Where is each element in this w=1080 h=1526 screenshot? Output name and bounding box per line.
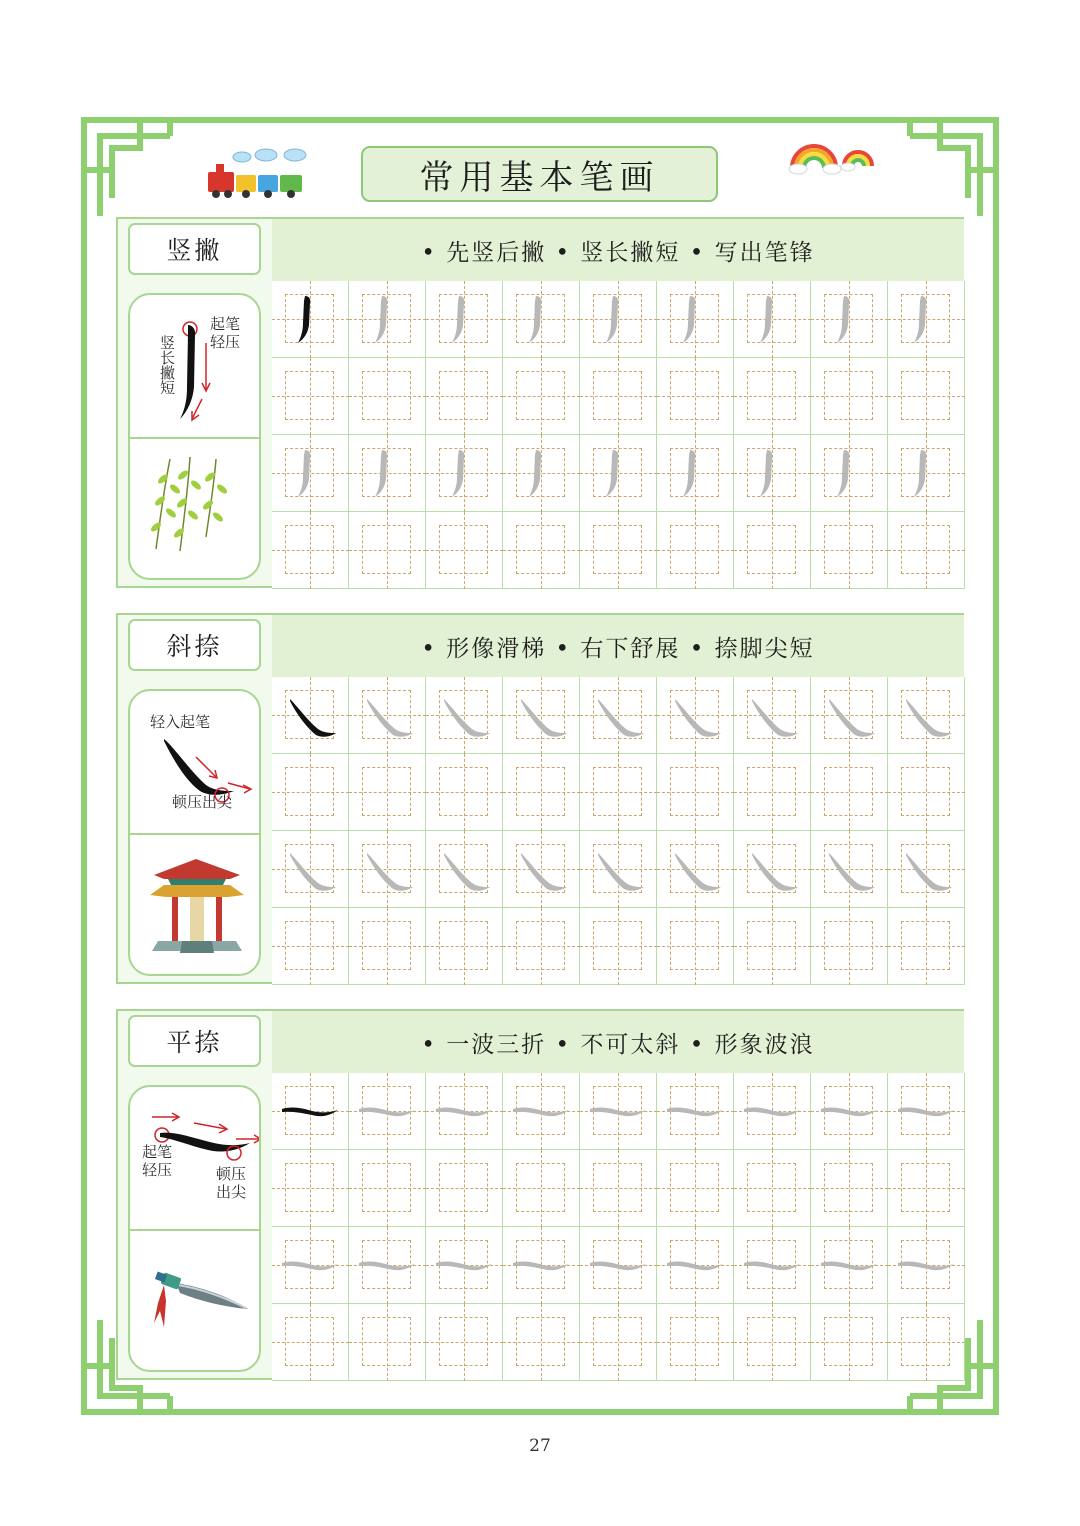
stroke-vertical-label: 竖长撇短 <box>158 335 176 395</box>
trace-stroke <box>503 1227 580 1304</box>
trace-stroke <box>426 281 503 358</box>
practice-cell[interactable] <box>426 754 503 831</box>
trace-stroke <box>811 1227 888 1304</box>
trace-stroke <box>657 435 734 512</box>
model-stroke <box>272 1073 349 1150</box>
practice-cell[interactable] <box>272 1073 349 1150</box>
practice-cell[interactable] <box>657 677 734 754</box>
trace-stroke <box>734 1227 811 1304</box>
practice-cell[interactable] <box>734 1073 811 1150</box>
practice-cell[interactable] <box>349 281 426 358</box>
trace-stroke <box>657 281 734 358</box>
practice-cell[interactable] <box>888 1150 965 1227</box>
practice-cell[interactable] <box>657 908 734 985</box>
trace-stroke <box>811 677 888 754</box>
practice-cell[interactable] <box>580 1073 657 1150</box>
practice-cell[interactable] <box>734 1227 811 1304</box>
practice-cell[interactable] <box>888 281 965 358</box>
stroke-section-pingna <box>116 1009 964 1380</box>
practice-cell[interactable] <box>349 1073 426 1150</box>
trace-stroke <box>734 831 811 908</box>
trace-stroke <box>503 677 580 754</box>
practice-cell[interactable] <box>657 281 734 358</box>
practice-cell[interactable] <box>888 512 965 589</box>
trace-stroke <box>349 435 426 512</box>
practice-cell[interactable] <box>657 512 734 589</box>
practice-cell[interactable] <box>503 435 580 512</box>
trace-stroke <box>580 677 657 754</box>
trace-stroke <box>888 831 965 908</box>
pavilion-icon <box>130 835 261 976</box>
practice-cell[interactable] <box>426 1150 503 1227</box>
practice-cell[interactable] <box>734 831 811 908</box>
page-number: 27 <box>529 1436 551 1456</box>
practice-cell[interactable] <box>811 908 888 985</box>
practice-cell[interactable] <box>272 1150 349 1227</box>
practice-cell[interactable] <box>734 512 811 589</box>
practice-cell[interactable] <box>349 1150 426 1227</box>
trace-stroke <box>888 677 965 754</box>
practice-cell[interactable] <box>349 1304 426 1381</box>
stroke-tips: • 形像滑梯 • 右下舒展 • 捺脚尖短 <box>272 615 964 677</box>
stroke-end-label-2: 出尖 <box>216 1183 247 1201</box>
practice-cell[interactable] <box>657 831 734 908</box>
practice-cell[interactable] <box>503 358 580 435</box>
trace-stroke <box>734 677 811 754</box>
trace-stroke <box>734 1073 811 1150</box>
practice-cell[interactable] <box>503 512 580 589</box>
practice-cell[interactable] <box>734 1304 811 1381</box>
trace-stroke <box>426 1227 503 1304</box>
practice-cell[interactable] <box>503 1227 580 1304</box>
practice-cell[interactable] <box>349 908 426 985</box>
practice-cell[interactable] <box>734 754 811 831</box>
practice-cell[interactable] <box>349 677 426 754</box>
practice-cell[interactable] <box>426 1227 503 1304</box>
practice-cell[interactable] <box>426 512 503 589</box>
practice-cell[interactable] <box>888 1304 965 1381</box>
stroke-end-label: 顿压 <box>216 1165 247 1183</box>
practice-cell[interactable] <box>657 435 734 512</box>
practice-cell[interactable] <box>811 1304 888 1381</box>
practice-cell[interactable] <box>349 512 426 589</box>
trace-stroke <box>503 281 580 358</box>
practice-grid <box>272 677 964 984</box>
sword-icon <box>130 1231 261 1372</box>
stroke-start-label: 起笔 <box>142 1143 173 1161</box>
practice-cell[interactable] <box>888 831 965 908</box>
practice-cell[interactable] <box>580 1304 657 1381</box>
practice-cell[interactable] <box>811 831 888 908</box>
trace-stroke <box>349 1227 426 1304</box>
practice-cell[interactable] <box>349 358 426 435</box>
trace-stroke <box>811 281 888 358</box>
practice-cell[interactable] <box>811 754 888 831</box>
trace-stroke <box>580 831 657 908</box>
trace-stroke <box>503 435 580 512</box>
practice-grid <box>272 1073 964 1380</box>
practice-cell[interactable] <box>272 754 349 831</box>
practice-cell[interactable] <box>503 1073 580 1150</box>
stroke-name: 平捺 <box>128 1015 261 1067</box>
practice-cell[interactable] <box>811 281 888 358</box>
trace-stroke <box>272 831 349 908</box>
trace-stroke <box>349 1073 426 1150</box>
practice-cell[interactable] <box>272 281 349 358</box>
practice-cell[interactable] <box>503 677 580 754</box>
practice-cell[interactable] <box>503 1304 580 1381</box>
practice-cell[interactable] <box>811 358 888 435</box>
practice-cell[interactable] <box>272 831 349 908</box>
stroke-start-label: 起笔 <box>210 315 241 333</box>
trace-stroke <box>426 831 503 908</box>
practice-cell[interactable] <box>272 1304 349 1381</box>
practice-cell[interactable] <box>734 435 811 512</box>
practice-cell[interactable] <box>888 358 965 435</box>
practice-cell[interactable] <box>580 754 657 831</box>
practice-cell[interactable] <box>580 908 657 985</box>
stroke-name: 竖撇 <box>128 223 261 275</box>
stroke-demo-card <box>128 689 261 976</box>
trace-stroke <box>272 1227 349 1304</box>
practice-cell[interactable] <box>349 435 426 512</box>
practice-cell[interactable] <box>888 754 965 831</box>
practice-cell[interactable] <box>734 908 811 985</box>
practice-cell[interactable] <box>503 754 580 831</box>
practice-cell[interactable] <box>811 1073 888 1150</box>
practice-cell[interactable] <box>503 908 580 985</box>
trace-stroke <box>503 831 580 908</box>
stroke-section-shupie <box>116 217 964 588</box>
trace-stroke <box>580 281 657 358</box>
practice-cell[interactable] <box>503 831 580 908</box>
practice-cell[interactable] <box>272 908 349 985</box>
practice-cell[interactable] <box>580 435 657 512</box>
practice-cell[interactable] <box>426 831 503 908</box>
stroke-end-label: 顿压出尖 <box>172 793 233 811</box>
practice-cell[interactable] <box>426 677 503 754</box>
practice-cell[interactable] <box>272 1227 349 1304</box>
stroke-tips: • 先竖后撇 • 竖长撇短 • 写出笔锋 <box>272 219 964 281</box>
trace-stroke <box>734 281 811 358</box>
practice-cell[interactable] <box>349 754 426 831</box>
practice-cell[interactable] <box>580 677 657 754</box>
practice-cell[interactable] <box>888 908 965 985</box>
stroke-start-label: 轻入起笔 <box>150 713 211 731</box>
practice-cell[interactable] <box>426 1304 503 1381</box>
practice-cell[interactable] <box>888 1227 965 1304</box>
trace-stroke <box>811 435 888 512</box>
practice-cell[interactable] <box>657 1227 734 1304</box>
trace-stroke <box>811 831 888 908</box>
practice-cell[interactable] <box>734 1150 811 1227</box>
practice-cell[interactable] <box>657 1073 734 1150</box>
practice-cell[interactable] <box>272 677 349 754</box>
trace-stroke <box>426 435 503 512</box>
practice-cell[interactable] <box>426 435 503 512</box>
trace-stroke <box>657 1227 734 1304</box>
practice-cell[interactable] <box>349 831 426 908</box>
practice-cell[interactable] <box>580 1150 657 1227</box>
stroke-name: 斜捺 <box>128 619 261 671</box>
trace-stroke <box>888 1073 965 1150</box>
practice-grid <box>272 281 964 588</box>
trace-stroke <box>580 1227 657 1304</box>
practice-cell[interactable] <box>657 358 734 435</box>
trace-stroke <box>349 677 426 754</box>
practice-cell[interactable] <box>657 1150 734 1227</box>
practice-cell[interactable] <box>580 358 657 435</box>
practice-cell[interactable] <box>657 754 734 831</box>
practice-cell[interactable] <box>888 1073 965 1150</box>
practice-cell[interactable] <box>811 435 888 512</box>
trace-stroke <box>657 831 734 908</box>
practice-cell[interactable] <box>657 1304 734 1381</box>
model-stroke <box>272 677 349 754</box>
practice-cell[interactable] <box>426 281 503 358</box>
trace-stroke <box>349 831 426 908</box>
practice-cell[interactable] <box>426 358 503 435</box>
practice-cell[interactable] <box>580 512 657 589</box>
train-icon <box>204 146 314 202</box>
model-stroke <box>272 281 349 358</box>
stroke-demo-shupie <box>130 295 261 437</box>
practice-cell[interactable] <box>272 512 349 589</box>
practice-cell[interactable] <box>811 512 888 589</box>
practice-cell[interactable] <box>811 677 888 754</box>
stroke-section-xiena <box>116 613 964 984</box>
practice-cell[interactable] <box>580 1227 657 1304</box>
practice-cell[interactable] <box>503 1150 580 1227</box>
trace-stroke <box>503 1073 580 1150</box>
practice-cell[interactable] <box>580 831 657 908</box>
practice-cell[interactable] <box>349 1227 426 1304</box>
rainbow-icon <box>788 138 874 176</box>
practice-cell[interactable] <box>426 1073 503 1150</box>
trace-stroke <box>657 677 734 754</box>
practice-cell[interactable] <box>888 677 965 754</box>
practice-cell[interactable] <box>426 908 503 985</box>
trace-stroke <box>734 435 811 512</box>
practice-cell[interactable] <box>811 1227 888 1304</box>
practice-cell[interactable] <box>503 281 580 358</box>
trace-stroke <box>888 435 965 512</box>
practice-cell[interactable] <box>811 1150 888 1227</box>
page-title: 常用基本笔画 <box>361 146 718 202</box>
trace-stroke <box>580 1073 657 1150</box>
practice-cell[interactable] <box>734 358 811 435</box>
trace-stroke <box>426 1073 503 1150</box>
trace-stroke <box>272 435 349 512</box>
trace-stroke <box>657 1073 734 1150</box>
trace-stroke <box>811 1073 888 1150</box>
practice-cell[interactable] <box>888 435 965 512</box>
stroke-demo-card <box>128 1085 261 1372</box>
stroke-start-label-2: 轻压 <box>210 333 241 351</box>
trace-stroke <box>580 435 657 512</box>
stroke-tips: • 一波三折 • 不可太斜 • 形象波浪 <box>272 1011 964 1073</box>
stroke-start-label-2: 轻压 <box>142 1161 173 1179</box>
practice-cell[interactable] <box>272 358 349 435</box>
practice-cell[interactable] <box>580 281 657 358</box>
trace-stroke <box>888 281 965 358</box>
willow-branches-icon <box>130 439 261 580</box>
practice-cell[interactable] <box>272 435 349 512</box>
stroke-demo-card <box>128 293 261 580</box>
practice-cell[interactable] <box>734 677 811 754</box>
practice-cell[interactable] <box>734 281 811 358</box>
trace-stroke <box>426 677 503 754</box>
trace-stroke <box>888 1227 965 1304</box>
trace-stroke <box>349 281 426 358</box>
